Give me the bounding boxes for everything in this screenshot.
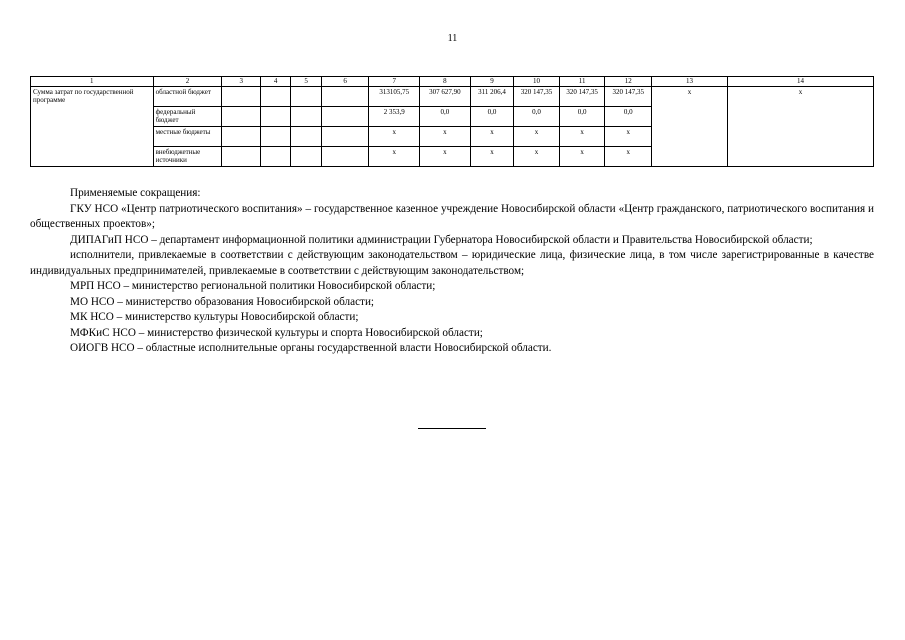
funding-source: внебюджетные источники (153, 147, 222, 167)
value-cell: x (605, 147, 652, 167)
abbreviation-item: МФКиС НСО – министерство физической культуры и спорта Новосибирской области; (70, 326, 483, 339)
funding-source: областной бюджет (153, 87, 222, 107)
page-number: 11 (447, 33, 458, 44)
column-header: 14 (728, 77, 874, 87)
row-label: Сумма затрат по государственной программе (31, 87, 154, 167)
column-header: 7 (369, 77, 420, 87)
abbreviation-item: МО НСО – министерство образования Новосибирской области; (70, 295, 375, 308)
value-cell: 0,0 (514, 107, 560, 127)
funding-source: местные бюджеты (153, 127, 222, 147)
value-cell: x (470, 147, 514, 167)
value-cell: x (728, 87, 874, 167)
value-cell: 0,0 (420, 107, 471, 127)
value-cell: x (559, 127, 605, 147)
column-header: 11 (559, 77, 605, 87)
empty-cell (321, 107, 369, 127)
value-cell: 320 147,35 (514, 87, 560, 107)
column-header: 1 (31, 77, 154, 87)
abbreviations-heading: Применяемые сокращения: (70, 187, 201, 199)
empty-cell (291, 107, 321, 127)
value-cell: x (514, 127, 560, 147)
column-header: 4 (260, 77, 290, 87)
empty-cell (260, 127, 290, 147)
empty-cell (222, 127, 261, 147)
value-cell: 320 147,35 (559, 87, 605, 107)
abbreviation-item: ГКУ НСО «Центр патриотического воспитания» – государственное казенное учреждение Новосибирской области «Центр гражданского, патриотического воспитания и общественных проектов»; (30, 202, 874, 230)
column-header: 2 (153, 77, 222, 87)
value-cell: 320 147,35 (605, 87, 652, 107)
abbreviation-item: МК НСО – министерство культуры Новосибирской области; (70, 311, 359, 323)
empty-cell (291, 87, 321, 107)
column-header: 12 (605, 77, 652, 87)
value-cell: x (369, 127, 420, 147)
empty-cell (222, 147, 261, 167)
table-row (31, 87, 874, 107)
value-cell: x (605, 127, 652, 147)
empty-cell (321, 127, 369, 147)
funding-source: федеральный бюджет (153, 107, 222, 127)
column-header: 10 (514, 77, 560, 87)
value-cell: 311 206,4 (470, 87, 514, 107)
empty-cell (291, 147, 321, 167)
value-cell: 2 353,9 (369, 107, 420, 127)
empty-cell (222, 87, 261, 107)
value-cell: x (369, 147, 420, 167)
abbreviation-item: ДИПАГиП НСО – департамент информационной политики администрации Губернатора Новосибирской области и Правительства Новосибирской области; (70, 233, 813, 246)
abbreviations-section (30, 186, 874, 357)
column-header: 9 (470, 77, 514, 87)
empty-cell (260, 147, 290, 167)
column-header: 13 (652, 77, 728, 87)
budget-table (30, 76, 874, 167)
value-cell: 313105,75 (369, 87, 420, 107)
column-header: 8 (420, 77, 471, 87)
value-cell: 0,0 (470, 107, 514, 127)
column-header: 6 (321, 77, 369, 87)
value-cell: x (470, 127, 514, 147)
abbreviation-item: исполнители, привлекаемые в соответствии с действующим законодательством – юридические лица, физические лица, в том числе зарегистрированные в качестве индивидуальных предпринимателей, привлекаемые в соответствии с действующим законодательством; (30, 249, 874, 277)
empty-cell (321, 147, 369, 167)
empty-cell (291, 127, 321, 147)
value-cell: 0,0 (559, 107, 605, 127)
empty-cell (321, 87, 369, 107)
end-separator-line (418, 428, 486, 429)
value-cell: x (559, 147, 605, 167)
abbreviation-item: ОИОГВ НСО – областные исполнительные органы государственной власти Новосибирской области. (70, 342, 552, 354)
column-header: 5 (291, 77, 321, 87)
value-cell: x (420, 127, 471, 147)
column-header: 3 (222, 77, 261, 87)
value-cell: 0,0 (605, 107, 652, 127)
empty-cell (260, 87, 290, 107)
empty-cell (260, 107, 290, 127)
empty-cell (222, 107, 261, 127)
value-cell: x (514, 147, 560, 167)
value-cell: 307 627,90 (420, 87, 471, 107)
value-cell: x (420, 147, 471, 167)
abbreviation-item: МРП НСО – министерство региональной политики Новосибирской области; (70, 280, 436, 292)
value-cell: x (652, 87, 728, 167)
table-header-row (31, 77, 874, 87)
